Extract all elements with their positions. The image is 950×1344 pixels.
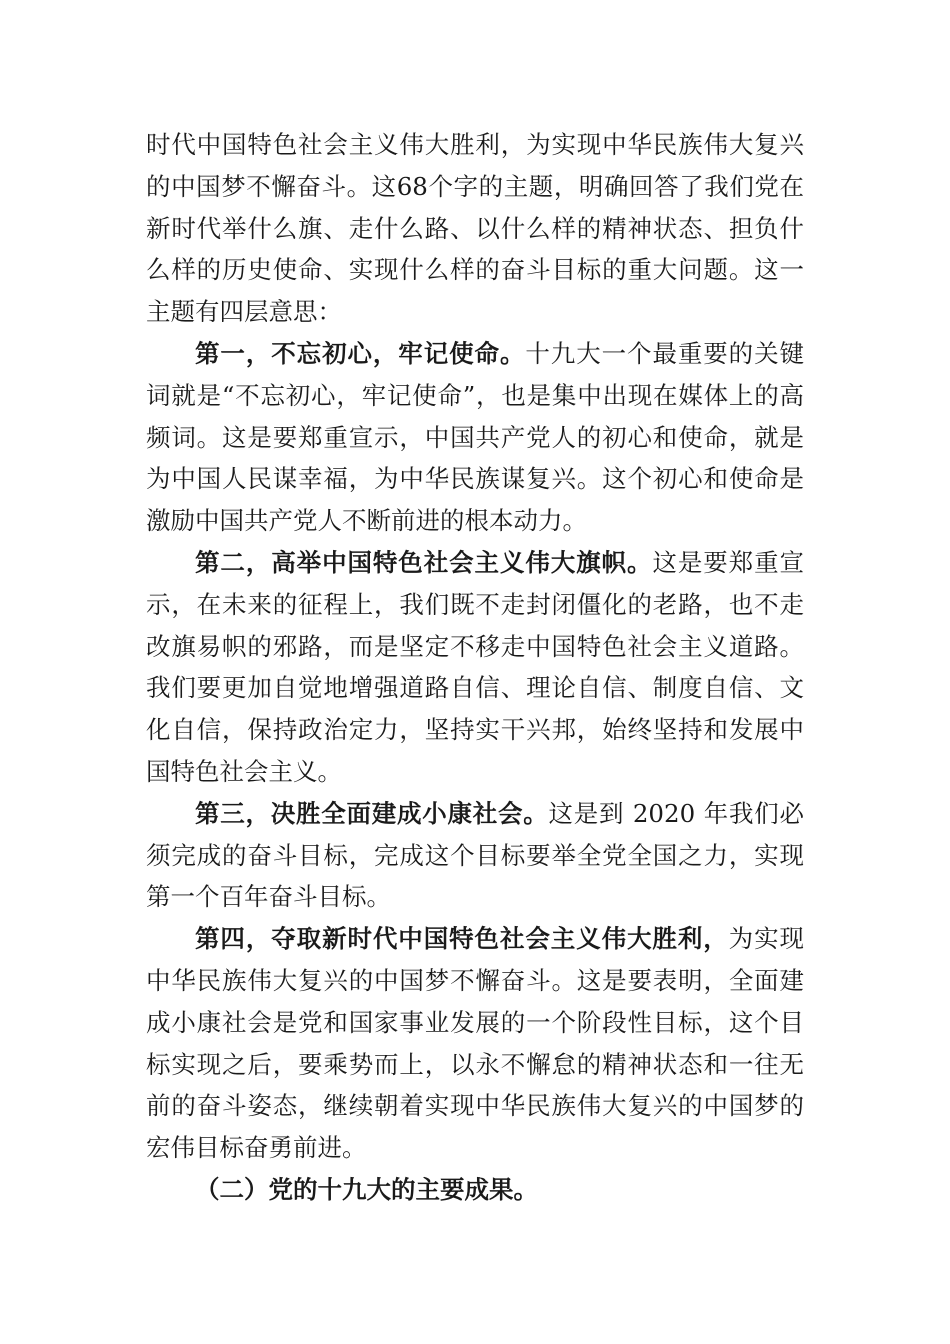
paragraph-lead: 第二，高举中国特色社会主义伟大旗帜。 bbox=[195, 547, 653, 577]
section-heading: （二）党的十九大的主要成果。 bbox=[195, 1174, 538, 1204]
paragraph-lead: 第三，决胜全面建成小康社会。 bbox=[195, 798, 549, 828]
paragraph-lead: 第四，夺取新时代中国特色社会主义伟大胜利， bbox=[195, 924, 729, 954]
document-body bbox=[146, 124, 804, 1211]
paragraph-text: 十九大一个最重要的关键词就是“不忘初心，牢记使命”，也是集中出现在媒体上的高频词。这是要郑重宣示，中国共产党人的初心和使命，就是为中国人民谋幸福，为中华民族谋复兴。这个初心和使命是激励中国共产党人不断前进的根本动力。 bbox=[146, 338, 805, 536]
paragraph-lead: 第一，不忘初心，牢记使命。 bbox=[195, 338, 526, 368]
paragraph-point-two bbox=[146, 542, 804, 793]
paragraph-point-one bbox=[146, 333, 804, 542]
paragraph-text: 这是到 2020 年我们必须完成的奋斗目标，完成这个目标要举全党全国之力，实现第一个百年奋斗目标。 bbox=[146, 798, 804, 912]
paragraph-point-three bbox=[146, 793, 804, 918]
paragraph-text: 这是要郑重宣示，在未来的征程上，我们既不走封闭僵化的老路，也不走改旗易帜的邪路，而是坚定不移走中国特色社会主义道路。我们要更加自觉地增强道路自信、理论自信、制度自信、文化自信，保持政治定力，坚持实干兴邦，始终坚持和发展中国特色社会主义。 bbox=[146, 547, 805, 786]
paragraph-intro-continuation bbox=[146, 124, 804, 333]
paragraph-text: 为实现中华民族伟大复兴的中国梦不懈奋斗。这是要表明，全面建成小康社会是党和国家事业发展的一个阶段性目标，这个目标实现之后，要乘势而上，以永不懈怠的精神状态和一往无前的奋斗姿态，继续朝着实现中华民族伟大复兴的中国梦的宏伟目标奋勇前进。 bbox=[146, 924, 804, 1163]
paragraph-text: 时代中国特色社会主义伟大胜利，为实现中华民族伟大复兴的中国梦不懈奋斗。这68个字的主题，明确回答了我们党在新时代举什么旗、走什么路、以什么样的精神状态、担负什么样的历史使命、实现什么样的奋斗目标的重大问题。这一主题有四层意思： bbox=[146, 130, 804, 327]
paragraph-point-four bbox=[146, 918, 804, 1169]
